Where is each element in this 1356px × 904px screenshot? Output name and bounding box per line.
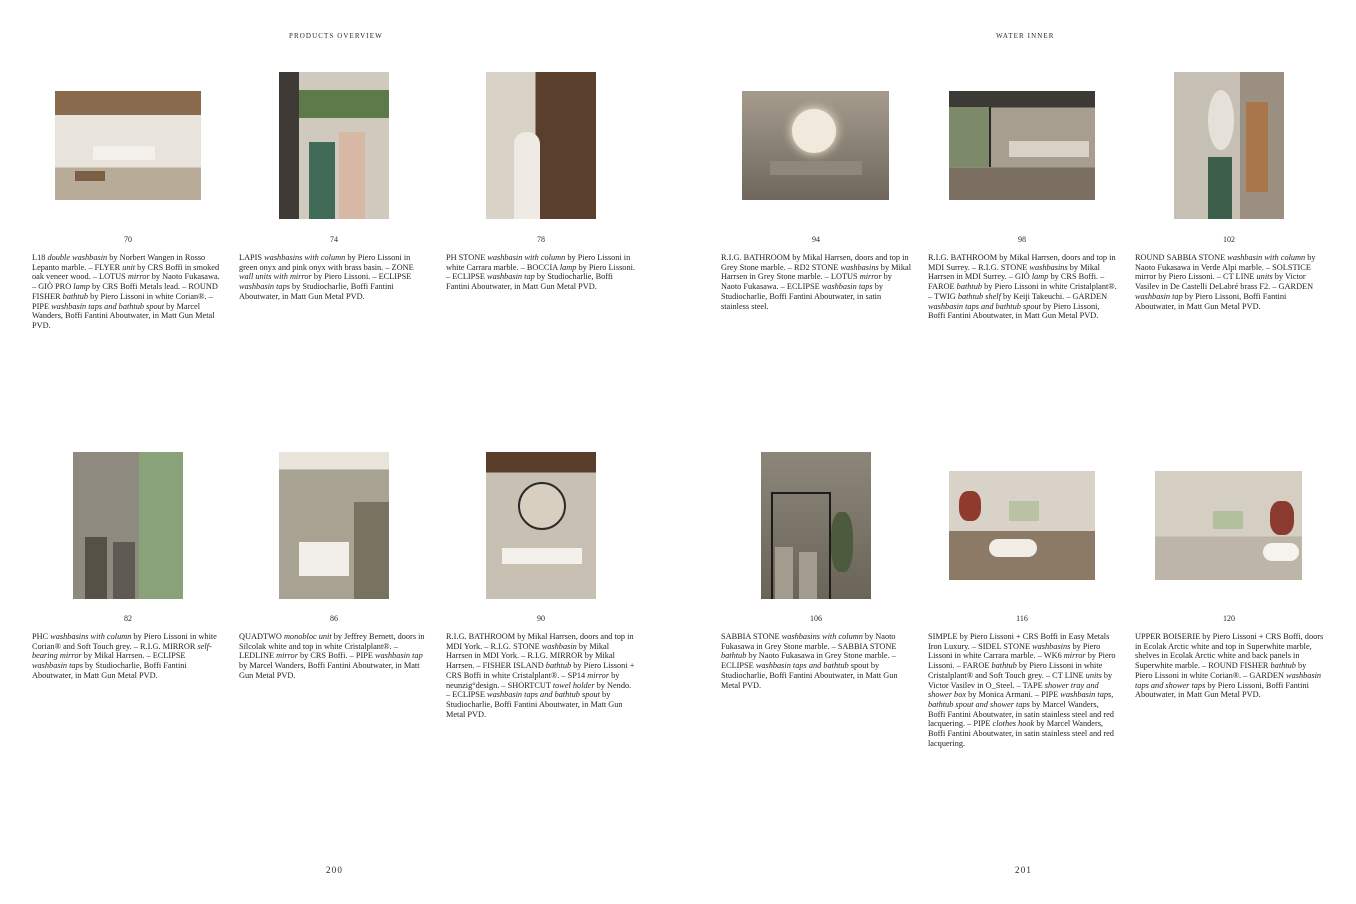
- caption-text: by Mikal Harrsen in MDI Surrey. – GIÒ: [928, 262, 1100, 282]
- caption-text: by neunzig°design. – SHORTCUT: [446, 670, 620, 690]
- caption-text: UPPER BOISERIE by Piero Lissoni + CRS Boffi, doors in Ecolak Arctic white and top in Superwhite marble, shelves in Ecolak Arctic white and back panels in Superwhite marble. – ROUND FISHER: [1135, 632, 1324, 671]
- right-folio: 201: [1015, 865, 1033, 875]
- photo-bathroom-70: [55, 91, 201, 200]
- caption-text: by Mikal Harrsen in Grey Stone marble. – LOTUS: [721, 262, 911, 282]
- caption-text: SIMPLE by Piero Lissoni + CRS Boffi in Easy Metals Iron Luxury. – SIDEL STONE: [928, 632, 1110, 651]
- caption-italic-text: mirror: [859, 272, 882, 282]
- caption-text: by Piero Lissoni in white Carrara marble. – WK6: [928, 641, 1101, 661]
- item-page-number: 116: [1016, 614, 1028, 623]
- caption-italic-text: bathtub: [1270, 661, 1296, 671]
- caption-italic-text: mirror: [587, 670, 610, 680]
- caption-italic-text: washbasin taps and bathtub: [755, 661, 849, 671]
- caption-italic-text: bathtub: [956, 282, 983, 292]
- caption-text: by Naoto Fukasawa in Grey Stone marble. – SABBIA STONE: [721, 632, 897, 651]
- caption-text: by Piero Lissoni, Boffi Fantini Aboutwater, in Matt Gun Metal PVD.: [1135, 680, 1309, 700]
- caption-italic-text: bathtub: [62, 291, 89, 301]
- caption-italic-text: shower tray and shower box: [928, 680, 1099, 700]
- caption-text: R.I.G. BATHROOM by Mikal Harrsen, doors and top in MDI York. – R.I.G. STONE: [446, 632, 634, 651]
- caption-italic-text: unit: [122, 262, 136, 272]
- caption-text: by Naoto Fukasawa in Grey Stone marble. – ECLIPSE: [721, 651, 896, 671]
- photo-bathroom-90: [486, 452, 596, 599]
- caption-italic-text: washbasin taps, bathtub spout and shower taps: [928, 690, 1114, 709]
- caption-italic-text: mirror: [276, 651, 298, 661]
- caption-italic-text: lamp: [73, 282, 90, 292]
- item-caption: [32, 632, 222, 681]
- caption-text: by Norbert Wangen in Rosso Lepanto marble. – FLYER: [32, 253, 206, 272]
- photo-bathroom-78: [486, 72, 596, 219]
- caption-text: by Studiocharlie, Boffi Fantini Aboutwater, in Matt Gun Metal PVD.: [32, 661, 187, 680]
- caption-italic-text: washbasin with column: [487, 253, 566, 262]
- caption-text: QUADTWO: [239, 632, 284, 641]
- item-caption: [928, 632, 1118, 748]
- caption-text: by Keiji Takeuchi. – GARDEN: [1000, 291, 1108, 301]
- caption-italic-text: mirror: [1063, 651, 1086, 661]
- caption-text: R.I.G. BATHROOM by Mikal Harrsen, doors and top in Grey Stone marble. – RD2 STONE: [721, 253, 909, 272]
- item-page-number: 94: [812, 235, 820, 244]
- caption-italic-text: washbasin tap: [1135, 291, 1183, 301]
- item-caption: [1135, 253, 1325, 311]
- caption-italic-text: bathtub: [991, 661, 1017, 671]
- caption-italic-text: clothes hook: [992, 719, 1035, 729]
- caption-italic-text: monobloc unit: [283, 632, 332, 641]
- left-folio: 200: [326, 865, 344, 875]
- caption-text: by Mikal Harrsen. – ECLIPSE: [81, 651, 186, 661]
- caption-text: by Piero Lissoni, Boffi Fantini Aboutwater, in Matt Gun Metal PVD.: [928, 301, 1100, 321]
- caption-italic-text: units: [1256, 272, 1273, 282]
- photo-bathroom-106: [761, 452, 871, 599]
- caption-italic-text: washbasins with column: [50, 632, 132, 641]
- caption-italic-text: mirror: [127, 272, 150, 282]
- caption-text: by CRS Boffi. – FAROE: [928, 272, 1105, 292]
- caption-text: by Piero Lissoni in white Cristalplant® and Soft Touch grey. – CT LINE: [928, 661, 1103, 680]
- caption-italic-text: units: [1085, 670, 1102, 680]
- photo-bathroom-120: [1155, 471, 1302, 580]
- item-page-number: 82: [124, 614, 132, 623]
- caption-italic-text: washbasin taps: [239, 282, 290, 292]
- caption-text: by Victor Vasilev in O_Steel. – TAPE: [928, 670, 1113, 690]
- item-page-number: 102: [1223, 235, 1235, 244]
- photo-bathroom-94: [742, 91, 889, 200]
- caption-text: by CRS Boffi. – PIPE: [297, 651, 375, 661]
- caption-italic-text: lamp: [559, 262, 577, 272]
- caption-italic-text: bathtub shelf: [957, 291, 1001, 301]
- item-caption: [446, 253, 636, 292]
- caption-text: by Piero Lissoni in white Corian® and Soft Touch grey. – R.I.G. MIRROR: [32, 632, 217, 651]
- caption-italic-text: washbasins: [1029, 262, 1068, 272]
- caption-text: by Victor Vasilev in De Castelli DeLabré brass F2. – GARDEN: [1135, 272, 1314, 292]
- caption-text: SABBIA STONE: [721, 632, 782, 641]
- caption-text: by Studiocharlie, Boffi Fantini Aboutwater, in satin stainless steel.: [721, 282, 884, 311]
- caption-italic-text: washbasin taps and bathtub spout: [487, 690, 600, 700]
- caption-text: by Piero Lissoni in white Corian®. – GARDEN: [1135, 661, 1307, 680]
- item-page-number: 120: [1223, 614, 1235, 623]
- caption-italic-text: lamp: [1031, 272, 1049, 282]
- caption-italic-text: washbasin taps and bathtub spout: [928, 301, 1041, 311]
- item-page-number: 74: [330, 235, 338, 244]
- caption-italic-text: wall units with mirror: [239, 272, 312, 282]
- item-caption: [239, 253, 429, 302]
- item-page-number: 78: [537, 235, 545, 244]
- caption-text: by Naoto Fukasawa. – GIÒ PRO: [32, 272, 220, 292]
- photo-bathroom-116: [949, 471, 1095, 580]
- item-caption: [721, 632, 911, 690]
- right-page-header: WATER INNER: [996, 32, 1055, 40]
- caption-text: by Piero Lissoni in green onyx and pink onyx with brass basin. – ZONE: [239, 253, 414, 272]
- caption-text: by Studiocharlie, Boffi Fantini Aboutwater, in Matt Gun Metal PVD.: [239, 282, 394, 301]
- caption-text: by Studiocharlie, Boffi Fantini Aboutwater, in Matt Gun Metal PVD.: [446, 272, 613, 292]
- caption-italic-text: washbasins with column: [264, 253, 346, 262]
- caption-text: by Naoto Fukasawa in Verde Alpi marble. – SOLSTICE mirror by Piero Lissoni. – CT LINE: [1135, 253, 1316, 282]
- caption-text: by Studiocharlie, Boffi Fantini Aboutwater, in Matt Gun Metal PVD.: [446, 690, 623, 719]
- caption-text: by Monica Armani. – PIPE: [966, 690, 1061, 700]
- caption-italic-text: washbasin taps: [32, 661, 83, 671]
- photo-bathroom-98: [949, 91, 1095, 200]
- caption-italic-text: washbasin taps and bathtub spout: [51, 301, 165, 311]
- caption-text: by Piero Lissoni in white Cristalplant®. – TWIG: [928, 282, 1117, 301]
- caption-text: by Jeffrey Bernett, doors in Silcolak white and top in white Cristalplant®. – LEDLINE: [239, 632, 425, 661]
- caption-italic-text: towel holder: [552, 680, 595, 690]
- caption-italic-text: bathtub: [721, 651, 747, 661]
- item-page-number: 106: [810, 614, 822, 623]
- caption-italic-text: washbasin tap: [487, 272, 535, 282]
- caption-italic-text: double washbasin: [47, 253, 108, 262]
- caption-text: by Piero Lissoni in white Carrara marble. – BOCCIA: [446, 253, 631, 272]
- caption-text: by Nendo. – ECLIPSE: [446, 680, 632, 700]
- left-page-header: PRODUCTS OVERVIEW: [289, 32, 383, 40]
- caption-text: by Piero Lissoni, Boffi Fantini Aboutwater, in Matt Gun Metal PVD.: [1135, 291, 1287, 311]
- caption-italic-text: washbasin taps and shower taps: [1135, 670, 1322, 690]
- photo-bathroom-74: [279, 72, 389, 219]
- item-caption: [1135, 632, 1325, 700]
- photo-bathroom-102: [1174, 72, 1284, 219]
- caption-text: by Marcel Wanders, Boffi Fantini Aboutwater, in Matt Gun Metal PVD.: [239, 661, 420, 680]
- caption-text: by Piero Lissoni. – ECLIPSE: [311, 272, 412, 282]
- caption-text: by CRS Boffi in smoked oak veneer wood. – LOTUS: [32, 262, 220, 282]
- caption-text: by Piero Lissoni in white Corian®. – PIPE: [32, 291, 213, 311]
- photo-bathroom-86: [279, 452, 389, 599]
- caption-text: LAPIS: [239, 253, 265, 262]
- caption-text: PH STONE: [446, 253, 488, 262]
- item-page-number: 90: [537, 614, 545, 623]
- caption-text: L18: [32, 253, 48, 262]
- item-page-number: 86: [330, 614, 338, 623]
- caption-italic-text: washbasin: [541, 641, 577, 651]
- caption-text: by Naoto Fukasawa. – ECLIPSE: [721, 272, 892, 292]
- caption-text: by Marcel Wanders, Boffi Fantini Aboutwater, in Matt Gun Metal PVD.: [32, 301, 215, 330]
- caption-italic-text: washbasin with column: [1227, 253, 1306, 262]
- caption-text: by Piero Lissoni + CRS Boffi in white Cristalplant®. – SP14: [446, 661, 635, 680]
- item-page-number: 98: [1018, 235, 1026, 244]
- item-caption: [721, 253, 911, 311]
- caption-italic-text: washbasin tap: [375, 651, 423, 661]
- item-caption: [446, 632, 636, 719]
- caption-text: spout by Studiocharlie, Boffi Fantini Aboutwater, in Matt Gun Metal PVD.: [721, 661, 898, 690]
- item-caption: [928, 253, 1118, 321]
- caption-text: ROUND SABBIA STONE: [1135, 253, 1228, 262]
- photo-bathroom-82: [73, 452, 183, 599]
- caption-text: PHC: [32, 632, 51, 641]
- item-caption: [239, 632, 429, 681]
- caption-italic-text: washbasin taps: [821, 282, 873, 292]
- caption-italic-text: washbasins with column: [781, 632, 863, 641]
- caption-text: by CRS Boffi Metals lead. – ROUND FISHER: [32, 282, 218, 301]
- caption-text: by Marcel Wanders, Boffi Fantini Aboutwater, in satin stainless steel and red lacquering.: [928, 719, 1114, 748]
- caption-italic-text: washbasins: [840, 262, 879, 272]
- caption-italic-text: self-bearing mirror: [32, 641, 212, 661]
- caption-italic-text: washbasins: [1032, 641, 1071, 651]
- caption-text: R.I.G. BATHROOM by Mikal Harrsen, doors and top in MDI Surrey. – R.I.G. STONE: [928, 253, 1116, 272]
- caption-text: by Piero Lissoni. – ECLIPSE: [446, 262, 635, 282]
- item-caption: [32, 253, 222, 331]
- caption-text: by Piero Lissoni. – FAROE: [928, 651, 1116, 671]
- caption-italic-text: bathtub: [545, 661, 572, 671]
- caption-text: by Marcel Wanders, Boffi Fantini Aboutwater, in satin stainless steel and red lacquering. – PIPE: [928, 699, 1114, 729]
- item-page-number: 70: [124, 235, 132, 244]
- caption-text: by Mikal Harrsen in MDI York. – R.I.G. MIRROR by Mikal Harrsen. – FISHER ISLAND: [446, 641, 615, 671]
